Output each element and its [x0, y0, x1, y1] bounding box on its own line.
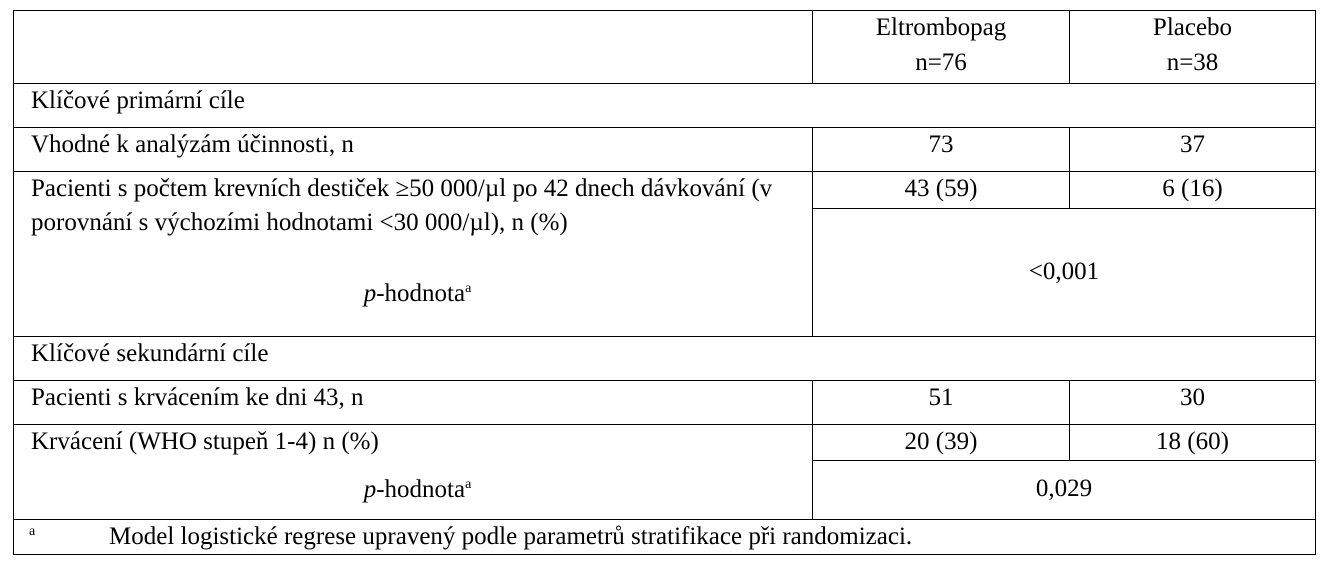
- platelets-placebo: 6 (16): [1070, 171, 1316, 208]
- section-secondary-row: [14, 337, 1316, 381]
- bleeding-day43-row: [14, 381, 1316, 425]
- bleeding-day43-eltrombopag: 51: [813, 381, 1070, 425]
- eligible-label: Vhodné k analýzám účinnosti, n: [14, 127, 813, 171]
- header-empty-cell: [14, 11, 813, 84]
- platelets-row: [14, 171, 1316, 208]
- platelets-pvalue: <0,001: [813, 208, 1316, 336]
- platelets-eltrombopag: 43 (59): [813, 171, 1070, 208]
- bleeding-who-label-cell: [14, 425, 813, 519]
- bleeding-who-label: Krvácení (WHO stupeň 1-4) n (%): [31, 428, 379, 456]
- bleeding-who-pvalue: 0,029: [813, 460, 1316, 519]
- eligible-row: [14, 127, 1316, 171]
- header-placebo: [1070, 11, 1316, 84]
- footnote-marker: a: [29, 523, 36, 539]
- platelets-label: Pacienti s počtem krevních destiček ≥50 000/µl po 42 dnech dávkování (v porovnání s výchozími hodnotami <30 000/µl), n (%): [31, 174, 773, 237]
- footnote-row: [14, 519, 1316, 555]
- section-primary-row: [14, 84, 1316, 128]
- footnote: [14, 519, 1316, 555]
- bleeding-day43-label: Pacienti s krvácením ke dni 43, n: [14, 381, 813, 425]
- section-secondary-title: Klíčové sekundární cíle: [14, 337, 1316, 381]
- footnote-text: Model logistické regrese upravený podle parametrů stratifikace při randomizaci.: [109, 522, 913, 550]
- header-placebo-n: n=38: [1166, 48, 1219, 76]
- platelets-pvalue-label: p-hodnota$^a$: [363, 279, 472, 307]
- bleeding-day43-placebo: 30: [1070, 381, 1316, 425]
- header-row: [14, 11, 1316, 84]
- platelets-label-cell: [14, 171, 813, 336]
- header-eltrombopag-name: Eltrombopag: [875, 14, 1007, 41]
- bleeding-who-eltrombopag: 20 (39): [813, 425, 1070, 461]
- header-eltrombopag-n: n=76: [915, 48, 967, 76]
- header-placebo-name: Placebo: [1152, 14, 1233, 41]
- bleeding-who-pvalue-label: p-hodnota$^a$: [363, 475, 472, 503]
- bleeding-who-row: [14, 425, 1316, 461]
- eligible-placebo: 37: [1070, 127, 1316, 171]
- eligible-eltrombopag: 73: [813, 127, 1070, 171]
- efficacy-table: [13, 10, 1316, 555]
- bleeding-who-placebo: 18 (60): [1070, 425, 1316, 461]
- header-eltrombopag: [813, 11, 1070, 84]
- section-primary-title: Klíčové primární cíle: [14, 84, 1316, 128]
